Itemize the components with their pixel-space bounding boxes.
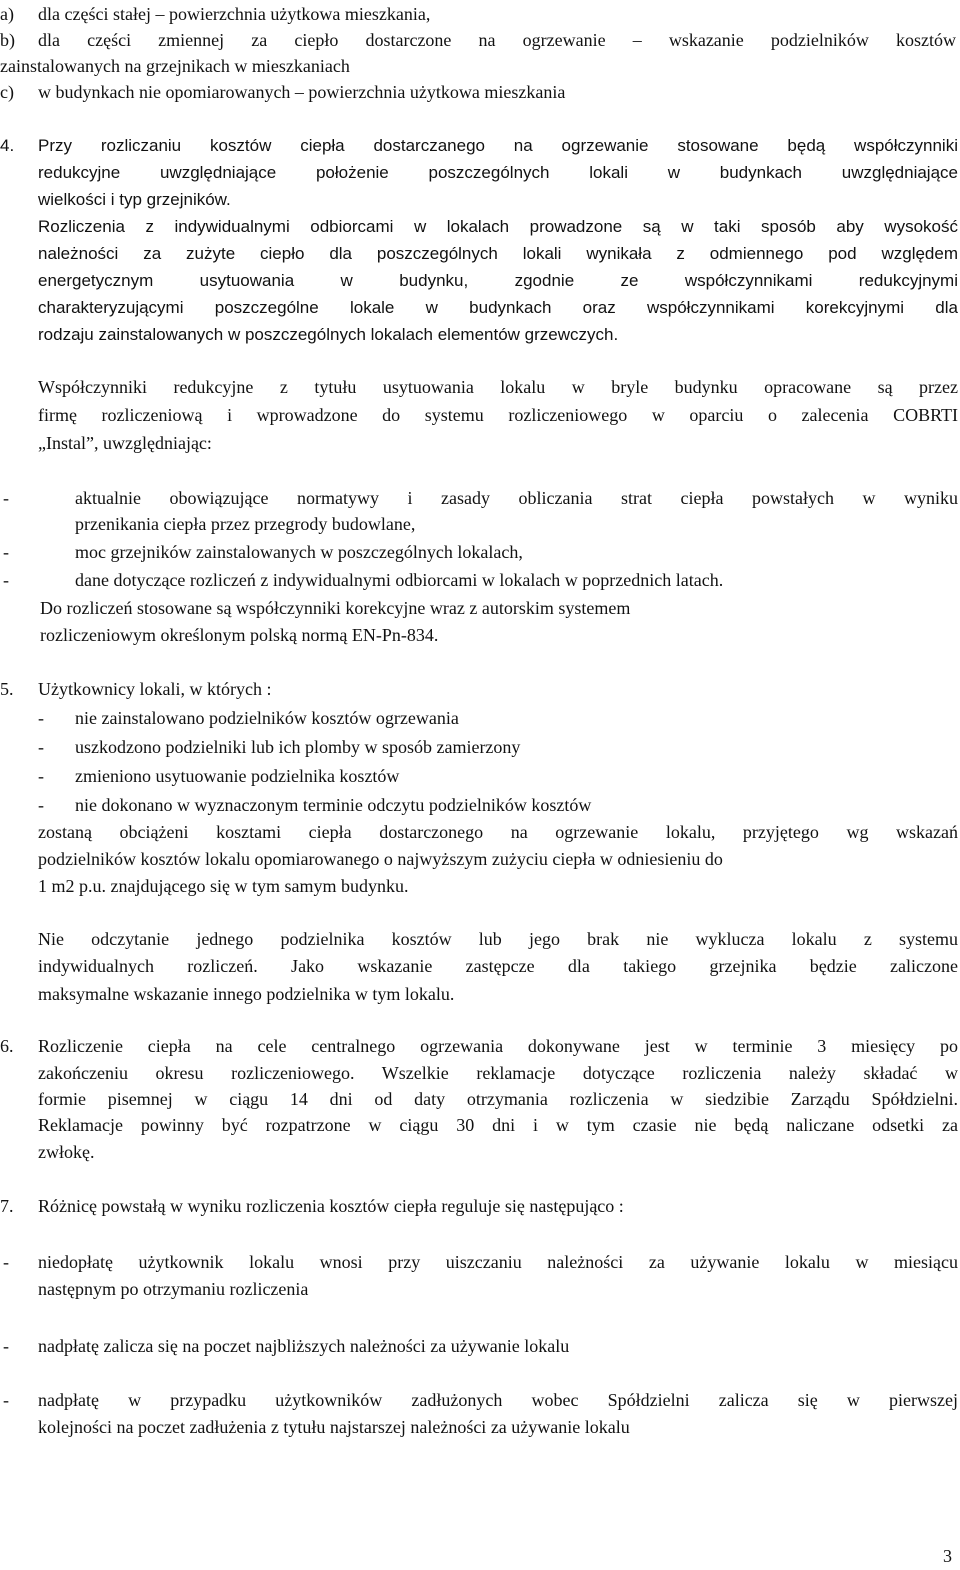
bullet-dash: - (3, 570, 9, 590)
bullet-dash: - (38, 737, 44, 757)
list-label-c: c) (0, 82, 14, 102)
bullet-dash: - (3, 1390, 9, 1410)
section-4-p4-line1: Do rozliczeń stosowane są współczynniki korekcyjne wraz z autorskim systemem (40, 598, 631, 618)
list-item-a: dla części stałej – powierzchnia użytkowa mieszkania, (38, 4, 431, 24)
section-7-number: 7. (0, 1196, 14, 1216)
section-6-number: 6. (0, 1036, 14, 1056)
section-7-intro: Różnicę powstałą w wyniku rozliczenia kosztów ciepła reguluje się następująco : (38, 1196, 624, 1216)
section-5-p1-line1: zostaną obciążeni kosztami ciepła dostarczonego na ogrzewanie lokalu, przyjętego wg wskazań (38, 822, 958, 842)
section-7-item-1-line2: następnym po otrzymaniu rozliczenia (38, 1279, 309, 1299)
section-6-line3: formie pisemnej w ciągu 14 dni od daty otrzymania rozliczenia w siedzibie Zarządu Spółdzielni. (38, 1089, 958, 1109)
section-4-bullet-1-line2: przenikania ciepła przez przegrody budowlane, (75, 514, 416, 534)
section-7-item-2: nadpłatę zalicza się na poczet najbliższych należności za używanie lokalu (38, 1336, 570, 1356)
section-4-p3-line2: firmę rozliczeniową i wprowadzone do systemu rozliczeniowego w oparciu o zalecenia COBRTI (38, 405, 958, 425)
list-label-b: b) (0, 30, 15, 50)
section-5-item-1: nie zainstalowano podzielników kosztów ogrzewania (75, 708, 459, 728)
section-4-bullet-1-line1: aktualnie obowiązujące normatywy i zasady obliczania strat ciepła powstałych w wyniku (75, 488, 958, 508)
section-6-line2: zakończeniu okresu rozliczeniowego. Wszelkie reklamacje dotyczące rozliczenia należy składać w (38, 1063, 958, 1083)
section-4-p2-line2: należności za zużyte ciepło dla poszczególnych lokali wynikała z odmiennego pod względem (38, 244, 958, 263)
section-4-p3-line1: Współczynniki redukcyjne z tytułu usytuowania lokalu w bryle budynku opracowane są przez (38, 377, 958, 397)
list-item-c: w budynkach nie opomiarowanych – powierzchnia użytkowa mieszkania (38, 82, 566, 102)
page-number: 3 (943, 1546, 952, 1566)
section-4-number: 4. (0, 136, 15, 155)
section-5-p1-line3: 1 m2 p.u. znajdującego się w tym samym budynku. (38, 876, 409, 896)
bullet-dash: - (38, 708, 44, 728)
section-5-p2-line1: Nie odczytanie jednego podzielnika kosztów lub jego brak nie wyklucza lokalu z systemu (38, 929, 958, 949)
section-5-intro: Użytkownicy lokali, w których : (38, 679, 272, 699)
section-4-p3-line3: „Instal”, uwzględniając: (38, 433, 212, 453)
section-4-p1-line3: wielkości i typ grzejników. (38, 190, 231, 209)
section-7-item-3-line1: nadpłatę w przypadku użytkowników zadłużonych wobec Spółdzielni zalicza się w pierwszej (38, 1390, 958, 1410)
section-7-item-3-line2: kolejności na poczet zadłużenia z tytułu najstarszej należności za używanie lokalu (38, 1417, 630, 1437)
bullet-dash: - (3, 488, 9, 508)
section-4-p2-line1: Rozliczenia z indywidualnymi odbiorcami w lokalach prowadzone są w taki sposób aby wysokość (38, 217, 958, 236)
section-4-p1-line1: Przy rozliczaniu kosztów ciepła dostarczanego na ogrzewanie stosowane będą współczynniki (38, 136, 958, 155)
section-6-line4: Reklamacje powinny być rozpatrzone w ciągu 30 dni i w tym czasie nie będą naliczane odsetki za (38, 1115, 958, 1135)
list-item-b-line2: zainstalowanych na grzejnikach w mieszkaniach (0, 56, 350, 76)
section-5-p2-line3: maksymalne wskazanie innego podzielnika w tym lokalu. (38, 984, 455, 1004)
section-5-item-4: nie dokonano w wyznaczonym terminie odczytu podzielników kosztów (75, 795, 592, 815)
section-5-p2-line2: indywidualnych rozliczeń. Jako wskazanie zastępcze dla takiego grzejnika będzie zaliczone (38, 956, 958, 976)
section-4-bullet-3: dane dotyczące rozliczeń z indywidualnymi odbiorcami w lokalach w poprzednich latach. (75, 570, 724, 590)
section-6-line1: Rozliczenie ciepła na cele centralnego ogrzewania dokonywane jest w terminie 3 miesięcy po (38, 1036, 958, 1056)
section-5-p1-line2: podzielników kosztów lokalu opomiarowanego o najwyższym zużyciu ciepła w odniesieniu do (38, 849, 723, 869)
bullet-dash: - (38, 795, 44, 815)
section-5-item-2: uszkodzono podzielniki lub ich plomby w sposób zamierzony (75, 737, 521, 757)
list-item-b-line1: dla części zmiennej za ciepło dostarczone na ogrzewanie – wskazanie podzielników kosztów (38, 30, 956, 50)
bullet-dash: - (3, 1336, 9, 1356)
section-4-p2-line3: energetycznym usytuowania w budynku, zgodnie ze współczynnikami redukcyjnymi (38, 271, 958, 290)
section-4-p2-line5: rodzaju zainstalowanych w poszczególnych lokalach elementów grzewczych. (38, 325, 619, 344)
section-4-p1-line2: redukcyjne uwzględniające położenie poszczególnych lokali w budynkach uwzględniające (38, 163, 958, 182)
bullet-dash: - (38, 766, 44, 786)
section-7-item-1-line1: niedopłatę użytkownik lokalu wnosi przy uiszczaniu należności za używanie lokalu w miesiącu (38, 1252, 958, 1272)
list-label-a: a) (0, 4, 14, 24)
section-5-item-3: zmieniono usytuowanie podzielnika kosztów (75, 766, 400, 786)
bullet-dash: - (3, 542, 9, 562)
section-6-line5: zwłokę. (38, 1142, 95, 1162)
section-4-p4-line2: rozliczeniowym określonym polską normą EN-Pn-834. (40, 625, 439, 645)
section-5-number: 5. (0, 679, 14, 699)
section-4-p2-line4: charakteryzującymi poszczególne lokale w budynkach oraz współczynnikami korekcyjnymi dla (38, 298, 958, 317)
bullet-dash: - (3, 1252, 9, 1272)
section-4-bullet-2: moc grzejników zainstalowanych w poszczególnych lokalach, (75, 542, 523, 562)
